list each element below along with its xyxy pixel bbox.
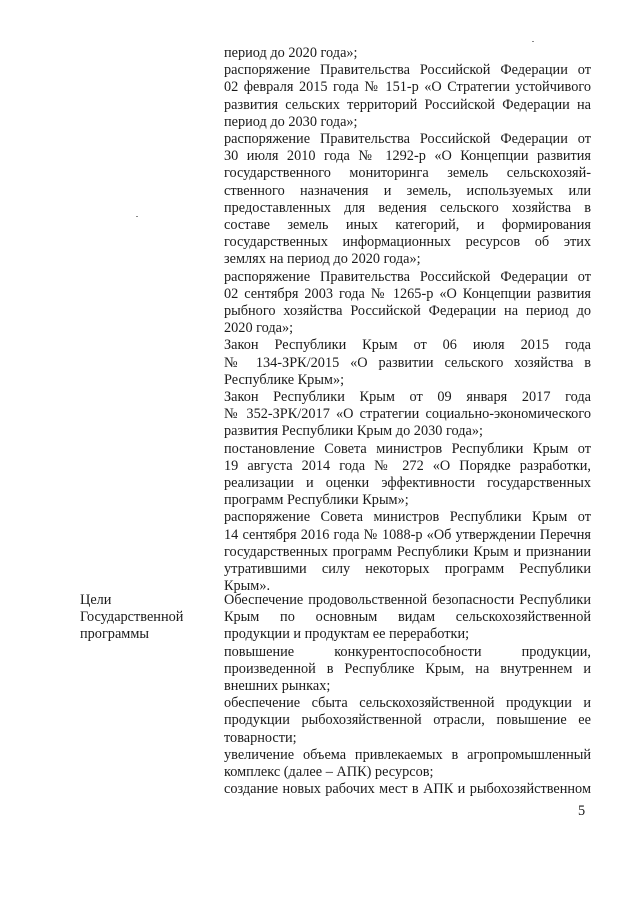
text-line: период до 2030 года»; [224, 113, 358, 130]
text-line: 19 августа 2014 года № 272 «О Порядке разработки, [224, 457, 591, 474]
text-line: распоряжение Правительства Российской Федерации от [224, 62, 591, 79]
text-line: Крым». [224, 578, 271, 595]
text-line: 02 сентября 2003 года № 1265-р «О Концепции развития [224, 285, 591, 302]
text-line: повышение конкурентоспособности продукции, [224, 643, 591, 660]
text-line: Закон Республики Крым от 06 июля 2015 года [224, 337, 591, 354]
scan-speck [136, 216, 138, 217]
text-line: распоряжение Правительства Российской Федерации от [224, 268, 591, 285]
goals-column [224, 592, 591, 798]
text-line: Республике Крым»; [224, 371, 345, 388]
text-line: Обеспечение продовольственной безопасности Республики [224, 592, 591, 608]
text-line: 02 февраля 2015 года № 151-р «О Стратегии устойчивого [224, 79, 591, 96]
text-line: развития сельских территорий Российской Федерации на [224, 96, 591, 113]
text-line: землях на период до 2020 года»; [224, 251, 421, 268]
text-line: составе земель иных категорий, и формирования [224, 217, 591, 234]
text-line: реализации и оценки эффективности государственных [224, 475, 591, 492]
text-line: 14 сентября 2016 года № 1088-р «Об утверждении Перечня [224, 526, 591, 543]
text-line: создание новых рабочих мест в АПК и рыбохозяйственном [224, 781, 591, 798]
text-line: товарности; [224, 729, 297, 746]
text-line: № 352-ЗРК/2017 «О стратегии социально-экономического [224, 406, 591, 423]
text-line: утратившими силу некоторых программ Республики [224, 561, 591, 578]
text-line: продукции рыбохозяйственной отрасли, повышение ее [224, 712, 591, 729]
text-line: продукции и продуктам ее переработки; [224, 626, 470, 643]
page-number: 5 [578, 803, 586, 819]
text-line: распоряжение Правительства Российской Федерации от [224, 131, 591, 148]
text-line: произведенной в Республике Крым, на внутреннем и [224, 660, 591, 677]
text-line: ственного назначения и земель, используемых или [224, 182, 591, 199]
label-line: Цели [80, 592, 112, 608]
legal-basis-column [224, 45, 591, 596]
text-line: рыбного хозяйства Российской Федерации на период до [224, 303, 591, 320]
text-line: Крым по основным видам сельскохозяйственной [224, 609, 591, 626]
text-line: внешних рынках; [224, 678, 331, 695]
text-line: программ Республики Крым»; [224, 492, 409, 509]
text-line: период до 2020 года»; [224, 45, 358, 61]
goals-section-label [80, 592, 210, 644]
text-line: постановление Совета министров Республики Крым от [224, 440, 591, 457]
text-line: 30 июля 2010 года № 1292-р «О Концепции развития [224, 148, 591, 165]
text-line: государственного мониторинга земель сельскохозяй- [224, 165, 591, 182]
text-line: развития Республики Крым до 2030 года»; [224, 423, 483, 440]
label-line: Государственной [80, 609, 184, 626]
text-line: увеличение объема привлекаемых в агропромышленный [224, 746, 591, 763]
scan-speck [532, 41, 534, 42]
text-line: обеспечение сбыта сельскохозяйственной продукции и [224, 695, 591, 712]
text-line: государственных программ Республики Крым и признании [224, 543, 591, 560]
text-line: предоставленных для ведения сельского хозяйства в [224, 199, 591, 216]
text-line: 2020 года»; [224, 320, 294, 337]
text-line: Закон Республики Крым от 09 января 2017 года [224, 389, 591, 406]
text-line: комплекс (далее – АПК) ресурсов; [224, 764, 434, 781]
text-line: государственных информационных ресурсов об этих [224, 234, 591, 251]
text-line: № 134-ЗРК/2015 «О развитии сельского хозяйства в [224, 354, 591, 371]
text-line: распоряжение Совета министров Республики Крым от [224, 509, 591, 526]
label-line: программы [80, 626, 150, 643]
